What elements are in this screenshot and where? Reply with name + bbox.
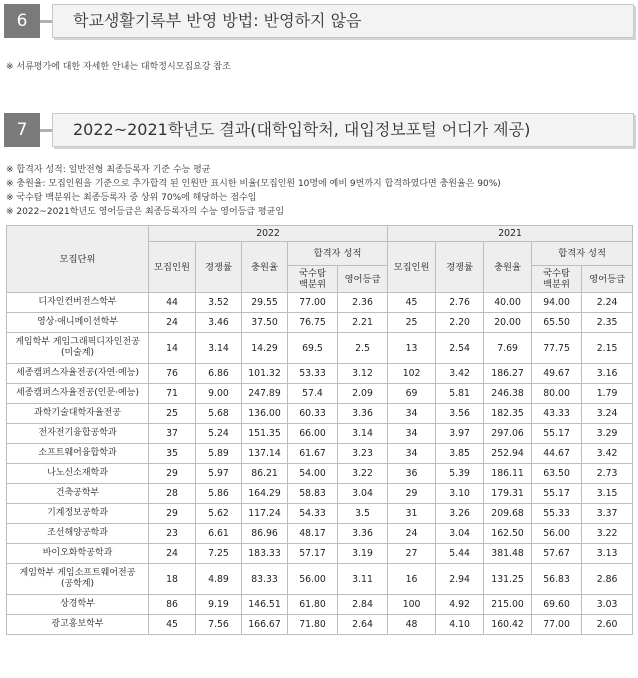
- value-cell: 1.79: [582, 384, 633, 404]
- unit-name-line: (공학계): [60, 579, 95, 589]
- unit-name-line: 영상·애니메이션학부: [36, 317, 119, 327]
- value-cell: 2.20: [436, 313, 484, 333]
- value-cell: 297.06: [484, 424, 532, 444]
- value-cell: 137.14: [242, 444, 288, 464]
- value-cell: 2.94: [436, 564, 484, 595]
- value-cell: 146.51: [242, 595, 288, 615]
- value-cell: 101.32: [242, 364, 288, 384]
- unit-name-line: 디자인컨버전스학부: [38, 297, 117, 307]
- scores-header-2022: 합격자 성적: [288, 242, 388, 266]
- value-cell: 5.89: [196, 444, 242, 464]
- value-cell: 2.21: [338, 313, 388, 333]
- value-cell: 2.5: [338, 333, 388, 364]
- value-cell: 53.33: [288, 364, 338, 384]
- value-cell: 14.29: [242, 333, 288, 364]
- english-grade-header-2021: 영어등급: [582, 266, 633, 293]
- value-cell: 45: [388, 293, 436, 313]
- table-row: [7, 444, 633, 464]
- unit-name-line: 조선해양공학과: [47, 528, 108, 538]
- value-cell: 2.76: [436, 293, 484, 313]
- value-cell: 3.42: [582, 444, 633, 464]
- value-cell: 131.25: [484, 564, 532, 595]
- unit-name-line: 건축공학부: [55, 488, 100, 498]
- value-cell: 3.5: [338, 504, 388, 524]
- value-cell: 102: [388, 364, 436, 384]
- unit-name-cell: [7, 464, 149, 484]
- unit-name-line: 전자전기융합공학과: [38, 428, 117, 438]
- value-cell: 4.10: [436, 615, 484, 635]
- unit-name-cell: [7, 544, 149, 564]
- table-row: [7, 595, 633, 615]
- value-cell: 23: [149, 524, 196, 544]
- value-cell: 2.86: [582, 564, 633, 595]
- value-cell: 58.83: [288, 484, 338, 504]
- unit-name-cell: [7, 424, 149, 444]
- value-cell: 37.50: [242, 313, 288, 333]
- value-cell: 34: [388, 424, 436, 444]
- value-cell: 186.27: [484, 364, 532, 384]
- section-6-title-bar: [52, 4, 634, 38]
- unit-name-cell: [7, 293, 149, 313]
- value-cell: 3.04: [436, 524, 484, 544]
- value-cell: 162.50: [484, 524, 532, 544]
- value-cell: 3.23: [338, 444, 388, 464]
- value-cell: 31: [388, 504, 436, 524]
- value-cell: 44: [149, 293, 196, 313]
- fill-rate-header-2022: 충원율: [242, 242, 288, 293]
- value-cell: 3.85: [436, 444, 484, 464]
- value-cell: 7.56: [196, 615, 242, 635]
- value-cell: 77.00: [288, 293, 338, 313]
- value-cell: 69: [388, 384, 436, 404]
- results-table-body: [7, 293, 633, 635]
- value-cell: 3.52: [196, 293, 242, 313]
- value-cell: 6.61: [196, 524, 242, 544]
- section-7-note-2: ※ 충원율: 모집인원을 기준으로 추가합격 된 인원만 표시한 비율(모집인원 10명에 예비 9번까지 합격하였다면 충원율은 90%): [6, 179, 501, 189]
- value-cell: 40.00: [484, 293, 532, 313]
- kst-label: 국수탐: [543, 268, 571, 279]
- section-7-connector: [40, 129, 52, 132]
- table-row: [7, 504, 633, 524]
- unit-name-line: 과학기술대학자율전공: [34, 408, 121, 418]
- value-cell: 3.11: [338, 564, 388, 595]
- unit-name-cell: [7, 615, 149, 635]
- unit-name-line: 바이오화학공학과: [42, 548, 113, 558]
- value-cell: 3.26: [436, 504, 484, 524]
- value-cell: 76: [149, 364, 196, 384]
- value-cell: 3.14: [196, 333, 242, 364]
- value-cell: 2.64: [338, 615, 388, 635]
- value-cell: 3.12: [338, 364, 388, 384]
- table-row: [7, 464, 633, 484]
- value-cell: 3.16: [582, 364, 633, 384]
- value-cell: 3.22: [582, 524, 633, 544]
- value-cell: 55.17: [532, 484, 582, 504]
- kst-label: 국수탐: [299, 268, 326, 279]
- value-cell: 34: [388, 404, 436, 424]
- value-cell: 63.50: [532, 464, 582, 484]
- unit-name-cell: [7, 333, 149, 364]
- value-cell: 27: [388, 544, 436, 564]
- value-cell: 14: [149, 333, 196, 364]
- value-cell: 29: [149, 464, 196, 484]
- table-row: [7, 404, 633, 424]
- value-cell: 3.42: [436, 364, 484, 384]
- value-cell: 3.29: [582, 424, 633, 444]
- table-row: [7, 384, 633, 404]
- value-cell: 3.36: [338, 404, 388, 424]
- value-cell: 55.33: [532, 504, 582, 524]
- value-cell: 381.48: [484, 544, 532, 564]
- unit-name-line: (미술계): [60, 348, 95, 358]
- value-cell: 215.00: [484, 595, 532, 615]
- value-cell: 56.00: [288, 564, 338, 595]
- value-cell: 71: [149, 384, 196, 404]
- table-row: [7, 333, 633, 364]
- value-cell: 3.13: [582, 544, 633, 564]
- table-row: [7, 313, 633, 333]
- unit-name-cell: [7, 564, 149, 595]
- value-cell: 86.21: [242, 464, 288, 484]
- value-cell: 77.00: [532, 615, 582, 635]
- value-cell: 5.39: [436, 464, 484, 484]
- value-cell: 13: [388, 333, 436, 364]
- value-cell: 5.97: [196, 464, 242, 484]
- value-cell: 86: [149, 595, 196, 615]
- value-cell: 117.24: [242, 504, 288, 524]
- value-cell: 3.24: [582, 404, 633, 424]
- unit-name-cell: [7, 384, 149, 404]
- table-row: [7, 544, 633, 564]
- value-cell: 246.38: [484, 384, 532, 404]
- value-cell: 4.92: [436, 595, 484, 615]
- value-cell: 5.62: [196, 504, 242, 524]
- section-7-header: [4, 113, 634, 147]
- value-cell: 9.00: [196, 384, 242, 404]
- value-cell: 45: [149, 615, 196, 635]
- percentile-label: 백분위: [543, 279, 571, 290]
- value-cell: 61.80: [288, 595, 338, 615]
- section-7-note-4: ※ 2022~2021학년도 영어등급은 최종등록자의 수능 영어등급 평균임: [6, 207, 285, 217]
- value-cell: 164.29: [242, 484, 288, 504]
- value-cell: 3.22: [338, 464, 388, 484]
- value-cell: 83.33: [242, 564, 288, 595]
- value-cell: 28: [149, 484, 196, 504]
- table-row: [7, 364, 633, 384]
- section-7-title: 2022~2021학년도 결과(대학입학처, 대입정보포털 어디가 제공): [73, 120, 531, 139]
- value-cell: 25: [388, 313, 436, 333]
- value-cell: 60.33: [288, 404, 338, 424]
- value-cell: 61.67: [288, 444, 338, 464]
- value-cell: 24: [149, 544, 196, 564]
- value-cell: 86.96: [242, 524, 288, 544]
- value-cell: 56.00: [532, 524, 582, 544]
- value-cell: 36: [388, 464, 436, 484]
- value-cell: 24: [149, 313, 196, 333]
- unit-name-cell: [7, 504, 149, 524]
- section-7-number: 7: [4, 113, 40, 147]
- value-cell: 2.15: [582, 333, 633, 364]
- value-cell: 18: [149, 564, 196, 595]
- unit-name-line: 세종캠퍼스자율전공(자연·예능): [16, 368, 139, 378]
- value-cell: 20.00: [484, 313, 532, 333]
- value-cell: 76.75: [288, 313, 338, 333]
- value-cell: 2.54: [436, 333, 484, 364]
- competition-header-2021: 경쟁률: [436, 242, 484, 293]
- unit-name-line: 나노신소재학과: [47, 468, 108, 478]
- unit-name-cell: [7, 364, 149, 384]
- value-cell: 3.19: [338, 544, 388, 564]
- value-cell: 2.24: [582, 293, 633, 313]
- value-cell: 25: [149, 404, 196, 424]
- section-6-connector: [40, 20, 52, 23]
- unit-name-line: 게임학부 게임소프트웨어전공: [19, 568, 136, 578]
- value-cell: 54.00: [288, 464, 338, 484]
- table-row: [7, 615, 633, 635]
- value-cell: 9.19: [196, 595, 242, 615]
- table-row: [7, 484, 633, 504]
- unit-name-cell: [7, 595, 149, 615]
- value-cell: 44.67: [532, 444, 582, 464]
- kst-percentile-header-2022: [288, 266, 338, 293]
- value-cell: 16: [388, 564, 436, 595]
- value-cell: 24: [388, 524, 436, 544]
- value-cell: 3.36: [338, 524, 388, 544]
- section-6-header: [4, 4, 634, 38]
- value-cell: 183.33: [242, 544, 288, 564]
- scores-header-2021: 합격자 성적: [532, 242, 633, 266]
- value-cell: 2.36: [338, 293, 388, 313]
- value-cell: 3.56: [436, 404, 484, 424]
- value-cell: 3.10: [436, 484, 484, 504]
- value-cell: 3.37: [582, 504, 633, 524]
- unit-name-line: 광고홍보학부: [51, 619, 104, 629]
- value-cell: 57.67: [532, 544, 582, 564]
- value-cell: 54.33: [288, 504, 338, 524]
- value-cell: 2.60: [582, 615, 633, 635]
- english-grade-header-2022: 영어등급: [338, 266, 388, 293]
- value-cell: 3.46: [196, 313, 242, 333]
- value-cell: 4.89: [196, 564, 242, 595]
- value-cell: 7.25: [196, 544, 242, 564]
- value-cell: 3.15: [582, 484, 633, 504]
- value-cell: 2.09: [338, 384, 388, 404]
- unit-name-line: 소프트웨어융합학과: [38, 448, 117, 458]
- value-cell: 5.81: [436, 384, 484, 404]
- value-cell: 5.44: [436, 544, 484, 564]
- percentile-label: 백분위: [299, 279, 326, 290]
- value-cell: 37: [149, 424, 196, 444]
- unit-name-line: 상경학부: [60, 599, 95, 609]
- unit-header: 모집단위: [7, 226, 149, 293]
- unit-name-cell: [7, 444, 149, 464]
- table-row: [7, 524, 633, 544]
- kst-percentile-header-2021: [532, 266, 582, 293]
- unit-name-line: 기계정보공학과: [47, 508, 108, 518]
- year-2022-header: 2022: [149, 226, 388, 242]
- unit-name-cell: [7, 404, 149, 424]
- value-cell: 69.5: [288, 333, 338, 364]
- year-2021-header: 2021: [388, 226, 633, 242]
- value-cell: 43.33: [532, 404, 582, 424]
- section-6-title: 학교생활기록부 반영 방법: 반영하지 않음: [73, 11, 362, 30]
- value-cell: 55.17: [532, 424, 582, 444]
- value-cell: 80.00: [532, 384, 582, 404]
- value-cell: 179.31: [484, 484, 532, 504]
- value-cell: 94.00: [532, 293, 582, 313]
- unit-name-cell: [7, 484, 149, 504]
- fill-rate-header-2021: 충원율: [484, 242, 532, 293]
- value-cell: 182.35: [484, 404, 532, 424]
- table-row: [7, 564, 633, 595]
- value-cell: 5.24: [196, 424, 242, 444]
- value-cell: 5.68: [196, 404, 242, 424]
- value-cell: 57.17: [288, 544, 338, 564]
- value-cell: 6.86: [196, 364, 242, 384]
- value-cell: 3.14: [338, 424, 388, 444]
- value-cell: 247.89: [242, 384, 288, 404]
- value-cell: 69.60: [532, 595, 582, 615]
- value-cell: 35: [149, 444, 196, 464]
- value-cell: 3.04: [338, 484, 388, 504]
- value-cell: 100: [388, 595, 436, 615]
- value-cell: 5.86: [196, 484, 242, 504]
- unit-name-cell: [7, 313, 149, 333]
- value-cell: 252.94: [484, 444, 532, 464]
- section-7-title-bar: [52, 113, 634, 147]
- table-row: [7, 424, 633, 444]
- section-6-note: ※ 서류평가에 대한 자세한 안내는 대학정시모집요강 참조: [6, 62, 231, 72]
- value-cell: 29: [388, 484, 436, 504]
- value-cell: 2.84: [338, 595, 388, 615]
- value-cell: 34: [388, 444, 436, 464]
- value-cell: 49.67: [532, 364, 582, 384]
- quota-header-2021: 모집인원: [388, 242, 436, 293]
- value-cell: 66.00: [288, 424, 338, 444]
- value-cell: 136.00: [242, 404, 288, 424]
- value-cell: 2.35: [582, 313, 633, 333]
- unit-name-line: 게임학부 게임그래픽디자인전공: [15, 337, 140, 347]
- quota-header-2022: 모집인원: [149, 242, 196, 293]
- value-cell: 48: [388, 615, 436, 635]
- value-cell: 77.75: [532, 333, 582, 364]
- value-cell: 186.11: [484, 464, 532, 484]
- section-7-note-1: ※ 합격자 성적: 일반전형 최종등록자 기준 수능 평균: [6, 165, 211, 175]
- value-cell: 29: [149, 504, 196, 524]
- section-7-note-3: ※ 국수탐 백분위는 최종등록자 중 상위 70%에 해당하는 점수임: [6, 193, 257, 203]
- value-cell: 151.35: [242, 424, 288, 444]
- value-cell: 71.80: [288, 615, 338, 635]
- value-cell: 3.03: [582, 595, 633, 615]
- value-cell: 48.17: [288, 524, 338, 544]
- competition-header-2022: 경쟁률: [196, 242, 242, 293]
- value-cell: 166.67: [242, 615, 288, 635]
- value-cell: 3.97: [436, 424, 484, 444]
- value-cell: 7.69: [484, 333, 532, 364]
- value-cell: 65.50: [532, 313, 582, 333]
- value-cell: 209.68: [484, 504, 532, 524]
- value-cell: 29.55: [242, 293, 288, 313]
- unit-name-cell: [7, 524, 149, 544]
- section-6-number: 6: [4, 4, 40, 38]
- value-cell: 160.42: [484, 615, 532, 635]
- unit-name-line: 세종캠퍼스자율전공(인문·예능): [16, 388, 139, 398]
- results-table: [6, 225, 633, 635]
- value-cell: 2.73: [582, 464, 633, 484]
- value-cell: 57.4: [288, 384, 338, 404]
- value-cell: 56.83: [532, 564, 582, 595]
- table-row: [7, 293, 633, 313]
